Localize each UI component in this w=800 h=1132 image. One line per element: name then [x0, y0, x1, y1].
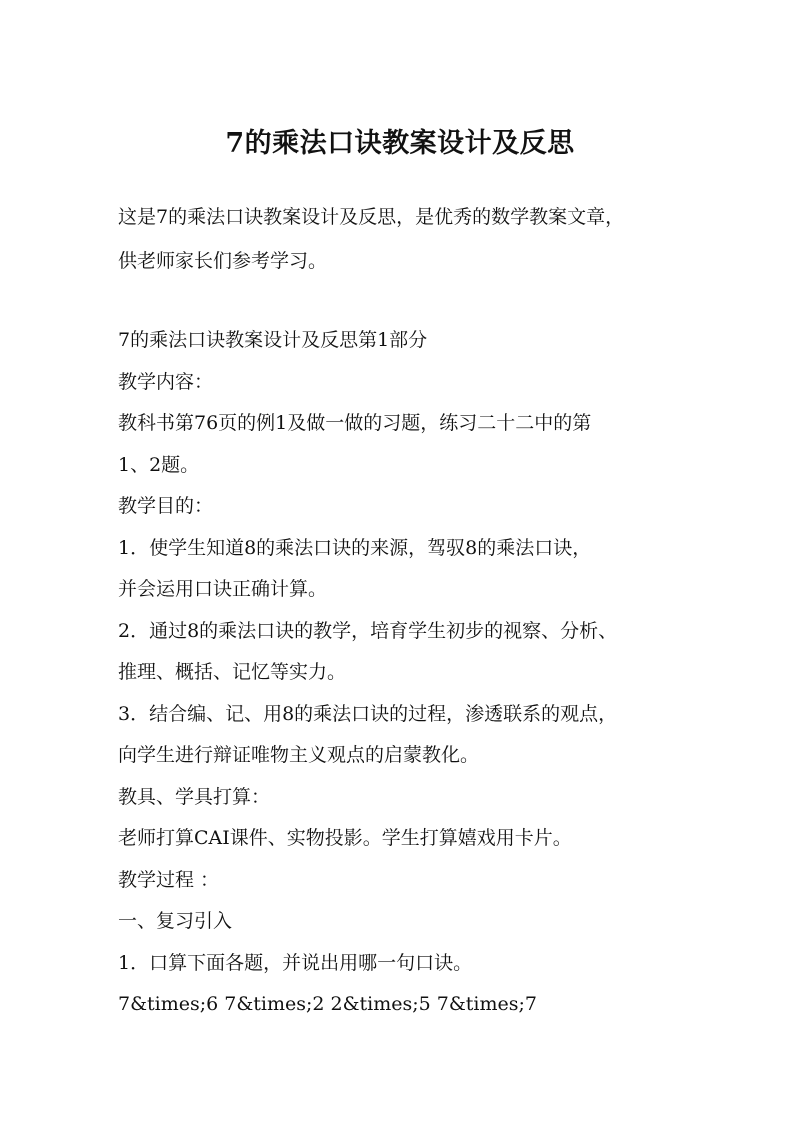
body-line: 老师打算CAI课件、实物投影。学生打算嬉戏用卡片。 — [118, 827, 572, 849]
body-line: 向学生进行辩证唯物主义观点的启蒙教化。 — [118, 744, 480, 766]
body-line: 推理、概括、记忆等实力。 — [118, 661, 347, 683]
body-line: 教学目的： — [118, 495, 214, 517]
body-line: 2．通过8的乘法口诀的教学，培育学生初步的视察、分析、 — [118, 619, 618, 642]
intro-paragraph — [118, 195, 698, 283]
body-line: 1．使学生知道8的乘法口诀的来源，驾驭8的乘法口诀， — [118, 536, 592, 559]
body-line: 教科书第76页的例1及做一做的习题，练习二十二中的第 — [118, 412, 592, 434]
intro-line: 这是7的乘法口诀教案设计及反思，是优秀的数学教案文章， — [118, 206, 625, 228]
body-line: 并会运用口诀正确计算。 — [118, 578, 328, 600]
section-heading: 7的乘法口诀教案设计及反思第1部分 — [118, 329, 428, 351]
body-line: 教学过程 ： — [118, 868, 220, 891]
body-line: 7&times;6 7&times;2 2&times;5 7&times;7 — [118, 993, 537, 1015]
body-line: 教具、学具打算： — [118, 785, 271, 808]
body-line: 1、2题。 — [118, 453, 200, 476]
body-line: 1．口算下面各题，并说出用哪一句口诀。 — [118, 951, 473, 974]
body-line: 教学内容： — [118, 370, 214, 393]
document-body — [118, 320, 698, 1026]
intro-line: 供老师家长们参考学习。 — [118, 250, 328, 272]
document-title: 7的乘法口诀教案设计及反思 — [225, 128, 575, 159]
body-line: 3．结合编、记、用8的乘法口诀的过程，渗透联系的观点， — [118, 702, 618, 725]
body-line: 一、复习引入 — [118, 910, 233, 932]
